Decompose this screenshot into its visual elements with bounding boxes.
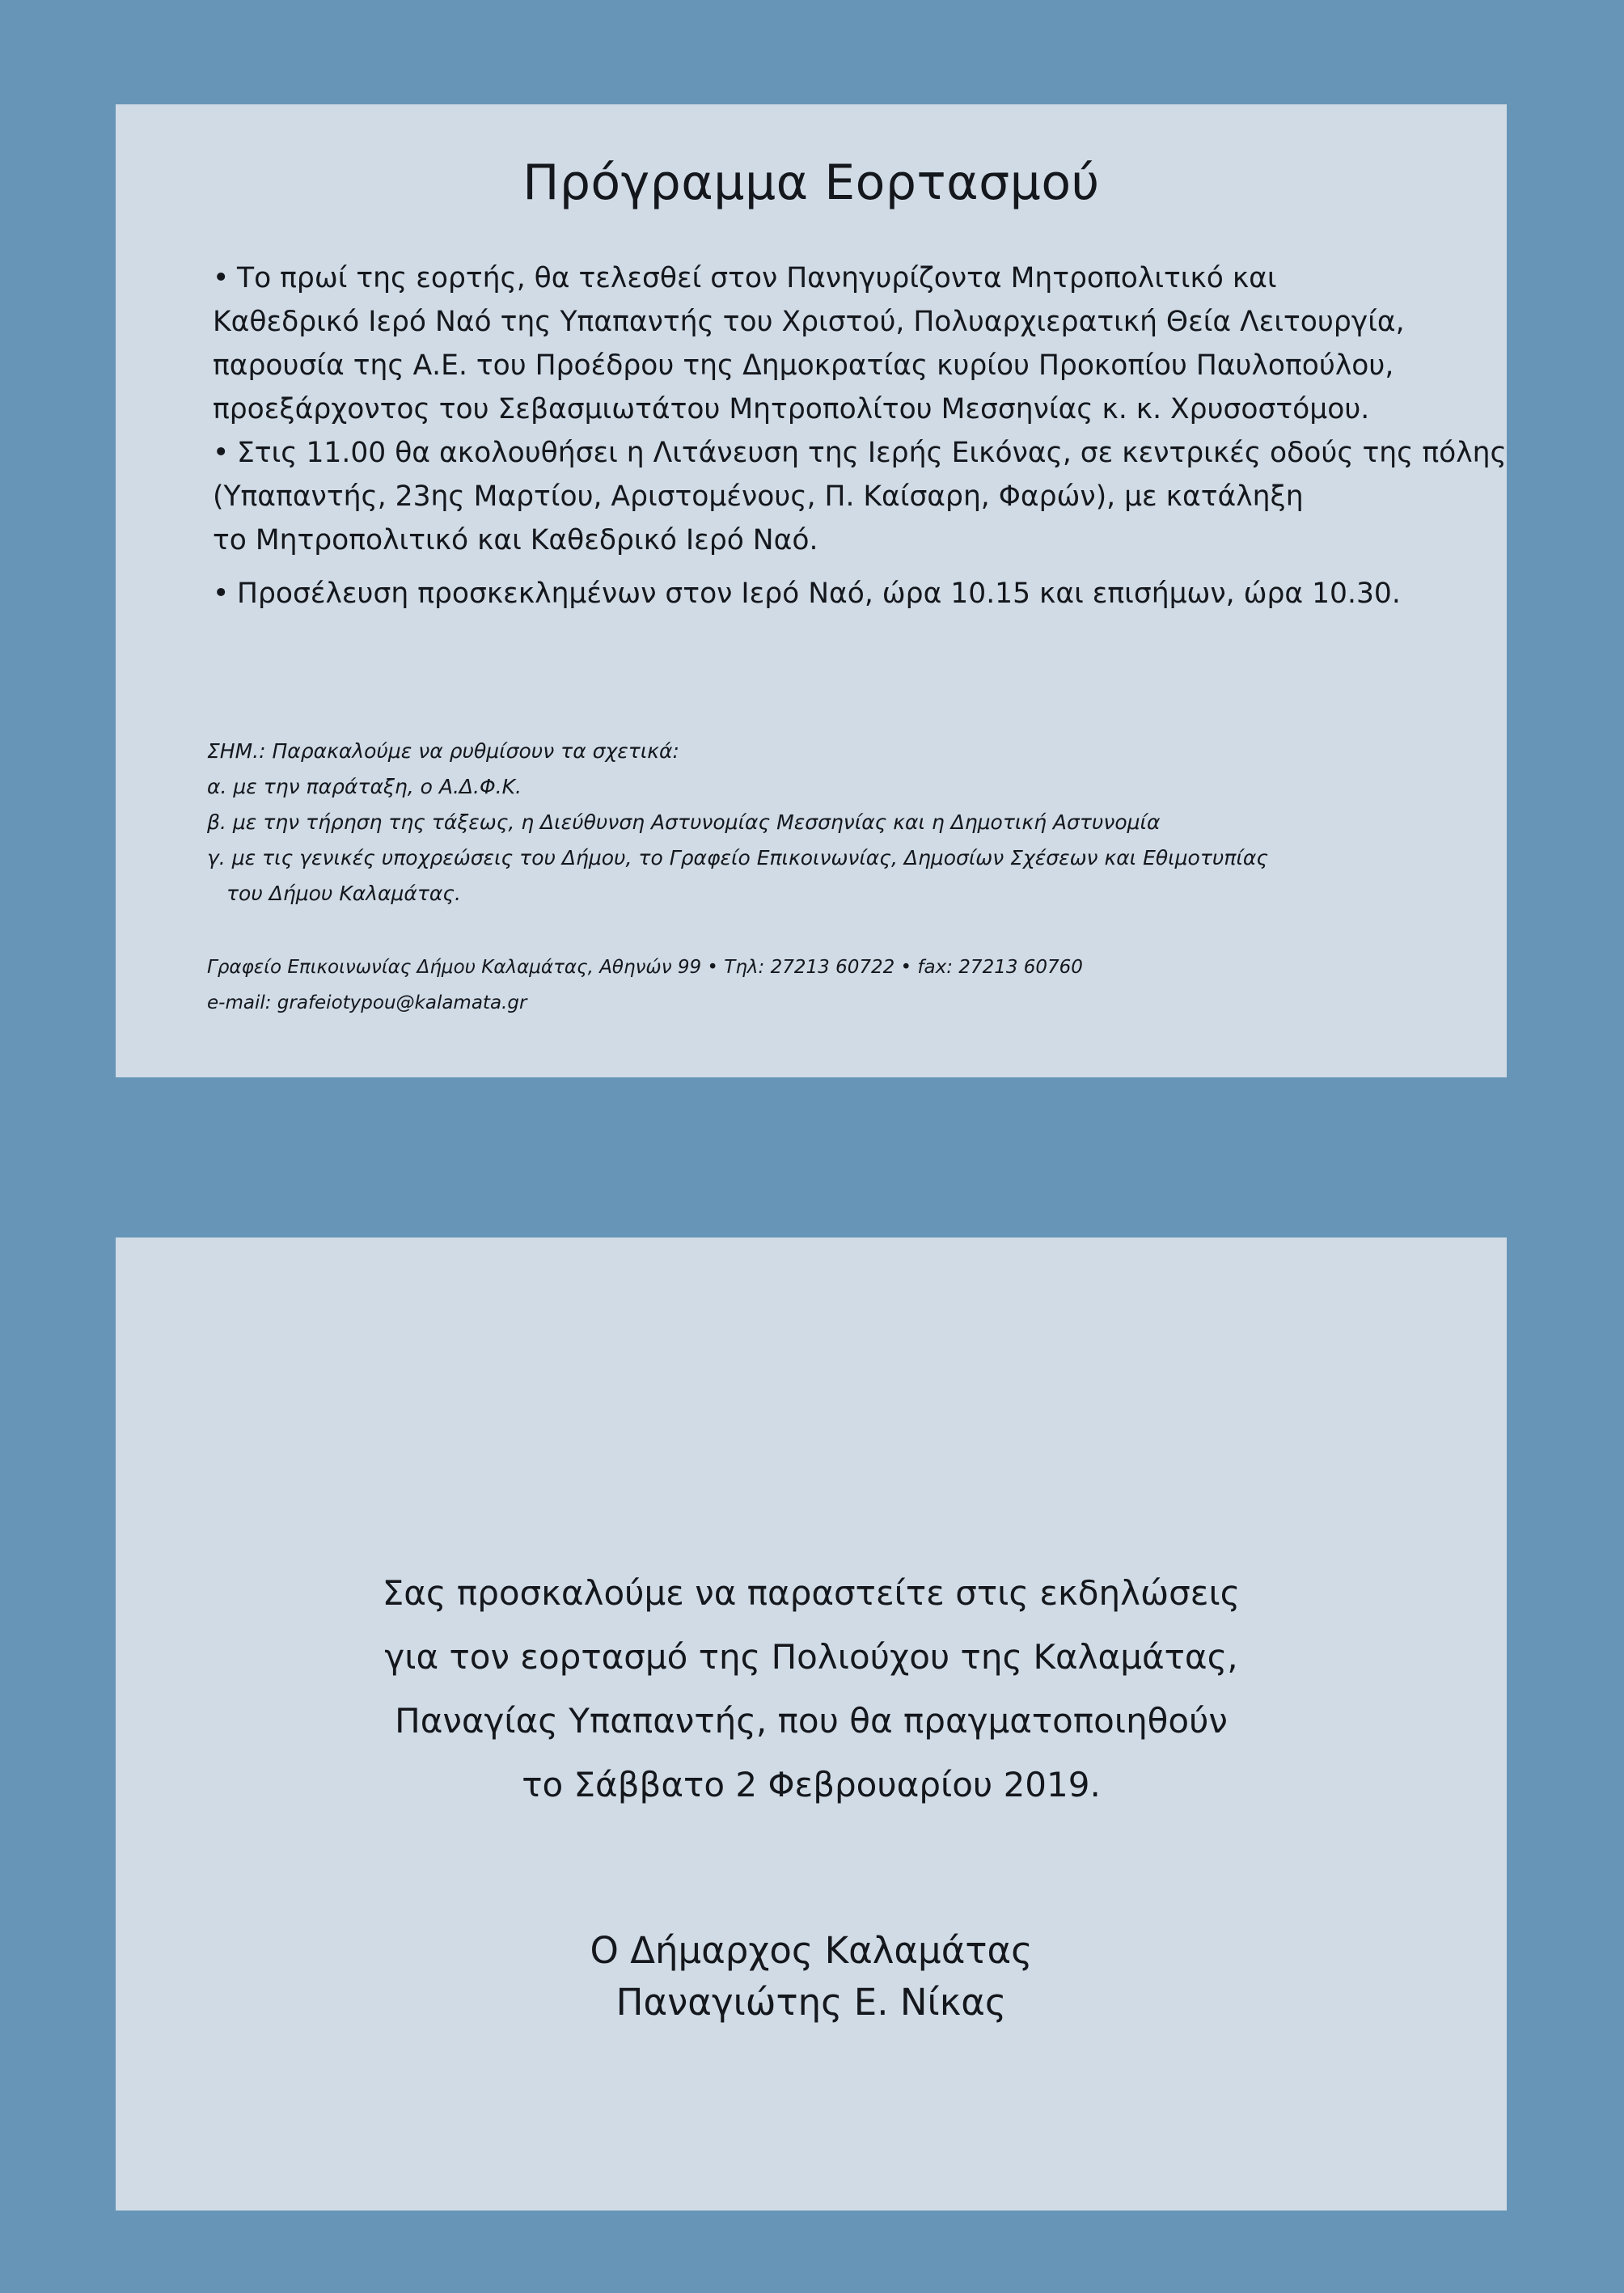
program-line: • Το πρωί της εορτής, θα τελεσθεί στον Πανηγυρίζοντα Μητροπολιτικό και <box>213 256 1474 300</box>
contact-email: e-mail: grafeiotypou@kalamata.gr <box>207 992 527 1013</box>
program-item-procession <box>213 431 1507 562</box>
invitation-line: για τον εορτασμό της Πολιούχου της Καλαμάτας, <box>384 1637 1238 1677</box>
bullet-icon: • <box>213 577 230 610</box>
note-item: α. με την παράταξη, ο Α.Δ.Φ.Κ. <box>207 775 522 798</box>
program-item-liturgy <box>213 256 1474 431</box>
bullet-icon: • <box>213 437 230 469</box>
note-item-continued: του Δήμου Καλαμάτας. <box>226 882 462 905</box>
program-item-arrival <box>213 572 1474 616</box>
program-line: (Υπαπαντής, 23ης Μαρτίου, Αριστομένους, Π. Καίσαρη, Φαρών), με κατάληξη <box>213 480 1304 513</box>
bullet-icon: • <box>213 262 230 294</box>
program-line: προεξάρχοντος του Σεβασμιωτάτου Μητροπολίτου Μεσσηνίας κ. κ. Χρυσοστόμου. <box>213 393 1370 425</box>
note-heading: ΣΗΜ.: Παρακαλούμε να ρυθμίσουν τα σχετικά: <box>207 739 679 763</box>
invitation-line: το Σάββατο 2 Φεβρουαρίου 2019. <box>522 1765 1101 1804</box>
program-title: Πρόγραμμα Εορτασμού <box>522 154 1100 211</box>
contact-address: Γραφείο Επικοινωνίας Δήμου Καλαμάτας, Αθηνών 99 • Τηλ: 27213 60722 • fax: 27213 60760 <box>207 957 1083 978</box>
program-line: • Στις 11.00 θα ακολουθήσει η Λιτάνευση της Ιερής Εικόνας, σε κεντρικές οδούς της πόλης <box>213 431 1474 475</box>
invitation-line: Παναγίας Υπαπαντής, που θα πραγματοποιηθούν <box>395 1701 1228 1741</box>
program-line: • Προσέλευση προσκεκλημένων στον Ιερό Ναό, ώρα 10.15 και επισήμων, ώρα 10.30. <box>213 572 1474 616</box>
signature-role: Ο Δήμαρχος Καλαμάτας <box>590 1929 1033 1972</box>
note-item: γ. με τις γενικές υποχρεώσεις του Δήμου, το Γραφείο Επικοινωνίας, Δημοσίων Σχέσεων και Εθιμοτυπίας <box>207 846 1269 869</box>
program-line: Καθεδρικό Ιερό Ναό της Υπαπαντής του Χριστού, Πολυαρχιερατική Θεία Λειτουργία, <box>213 306 1405 338</box>
program-line: το Μητροπολιτικό και Καθεδρικό Ιερό Ναό. <box>213 524 818 556</box>
contact-info <box>207 950 1083 1021</box>
signature-block <box>116 1925 1507 2029</box>
program-line: παρουσία της Α.Ε. του Προέδρου της Δημοκρατίας κυρίου Προκοπίου Παυλοπούλου, <box>213 349 1394 382</box>
invitation-line: Σας προσκαλούμε να παραστείτε στις εκδηλώσεις <box>382 1573 1241 1613</box>
note-item: β. με την τήρηση της τάξεως, η Διεύθυνση Αστυνομίας Μεσσηνίας και η Δημοτική Αστυνομία <box>207 810 1161 834</box>
invitation-card <box>116 1237 1507 2211</box>
notes-section <box>207 734 1339 912</box>
program-list <box>213 256 1507 616</box>
signature-name: Παναγιώτης Ε. Νίκας <box>615 1981 1007 2024</box>
program-card <box>116 104 1507 1077</box>
invitation-text <box>116 1561 1507 1817</box>
